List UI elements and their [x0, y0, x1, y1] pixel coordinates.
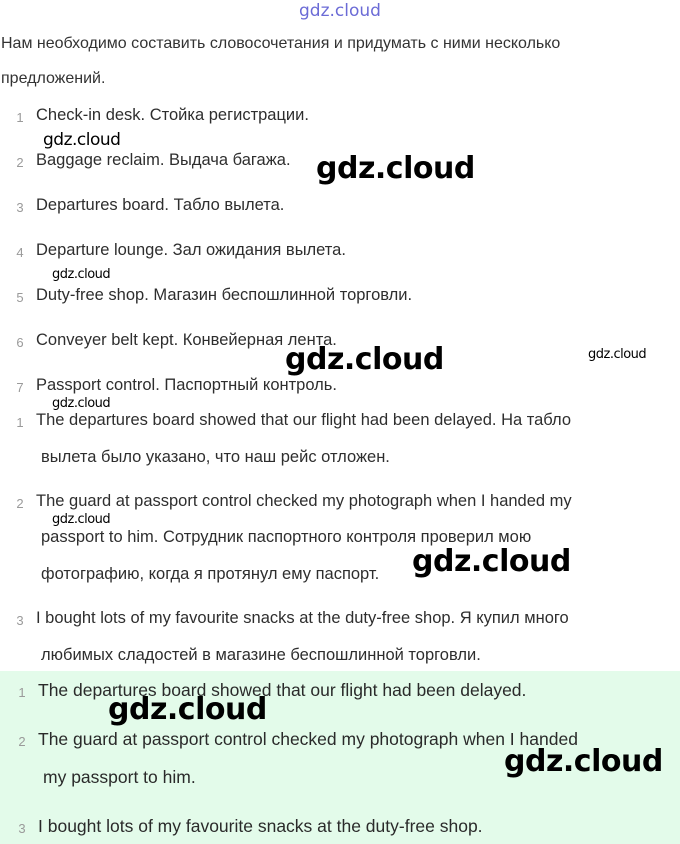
phrase-text: Baggage reclaim. Выдача багажа. [36, 151, 291, 169]
watermark: gdz.cloud [588, 347, 647, 362]
intro-line-2: предложений. [1, 70, 106, 87]
watermark: gdz.cloud [52, 267, 111, 282]
phrase-text: Passport control. Паспортный контроль. [36, 376, 337, 394]
sentence-line: The departures board showed that our flight had been delayed. На табло [36, 411, 571, 429]
sentence-line: вылета было указано, что наш рейс отложен. [41, 448, 390, 466]
answer-line: The guard at passport control checked my photograph when I handed [38, 729, 578, 749]
sentence-number: 1 [16, 415, 24, 430]
answer-line: I bought lots of my favourite snacks at the duty-free shop. [38, 816, 483, 836]
intro-line-1: Нам необходимо составить словосочетания и придумать с ними несколько [1, 35, 561, 52]
site-logo[interactable]: gdz.cloud [299, 1, 381, 21]
phrase-number: 2 [16, 155, 24, 170]
phrase-number: 7 [16, 380, 24, 395]
watermark: gdz.cloud [52, 512, 111, 527]
sentence-line: любимых сладостей в магазине беспошлинной торговли. [41, 646, 481, 664]
answer-line: my passport to him. [43, 767, 196, 787]
phrase-number: 3 [16, 200, 24, 215]
watermark: gdz.cloud [52, 396, 111, 411]
phrase-text: Departure lounge. Зал ожидания вылета. [36, 241, 346, 259]
watermark: gdz.cloud [504, 744, 663, 779]
phrase-text: Conveyer belt kept. Конвейерная лента. [36, 331, 337, 349]
sentence-line: фотографию, когда я протянул ему паспорт. [41, 565, 380, 583]
watermark: gdz.cloud [43, 130, 121, 150]
answer-number: 1 [18, 685, 26, 700]
sentence-line: passport to him. Сотрудник паспортного контроля проверил мою [41, 528, 532, 546]
sentence-line: I bought lots of my favourite snacks at the duty-free shop. Я купил много [36, 609, 569, 627]
phrase-number: 4 [16, 245, 24, 260]
phrase-text: Duty-free shop. Магазин беспошлинной торговли. [36, 286, 413, 304]
watermark: gdz.cloud [412, 544, 571, 579]
answer-line: The departures board showed that our flight had been delayed. [38, 680, 527, 700]
answer-number: 3 [18, 821, 26, 836]
sentence-number: 2 [16, 496, 24, 511]
phrase-number: 6 [16, 335, 24, 350]
sentence-line: The guard at passport control checked my photograph when I handed my [36, 492, 572, 510]
sentence-number: 3 [16, 613, 24, 628]
phrase-text: Departures board. Табло вылета. [36, 196, 285, 214]
phrase-number: 1 [16, 110, 24, 125]
watermark: gdz.cloud [108, 692, 267, 727]
answer-number: 2 [18, 734, 26, 749]
phrase-number: 5 [16, 290, 24, 305]
watermark: gdz.cloud [285, 342, 444, 377]
watermark: gdz.cloud [316, 151, 475, 186]
phrase-text: Check-in desk. Стойка регистрации. [36, 106, 309, 124]
